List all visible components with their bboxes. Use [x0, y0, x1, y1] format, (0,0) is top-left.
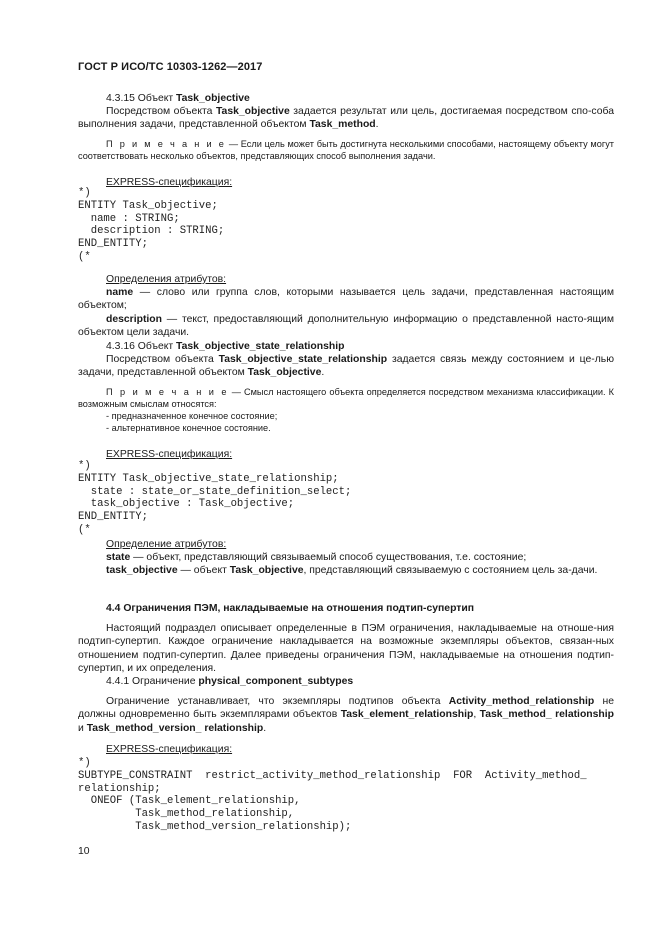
attribute-definitions: [78, 538, 614, 578]
paragraph: Ограничение устанавливает, что экземпляры подтипов объекта Activity_method_relationship не должны одновременно быть экземплярами объектов Task_element_relationship, Task_method_ relationship и Task_method_version_ relationship.: [78, 696, 614, 734]
express-label: EXPRESS-спецификация:: [106, 448, 233, 460]
heading-number: 4.3.15 Объект: [106, 93, 177, 104]
subsection-heading: 4.4.1 Ограничение physical_component_subtypes: [106, 676, 354, 688]
attr-state-def: state — объект, представляющий связываемый способ существования, т.е. состояние;: [106, 552, 527, 564]
attribute-definitions: [78, 273, 614, 339]
section-title: 4.4 Ограничения ПЭМ, накладываемые на отношения подтип-супертип: [106, 603, 475, 614]
document-header: ГОСТ Р ИСО/ТС 10303-1262—2017: [78, 61, 263, 73]
express-code: *) ENTITY Task_objective_state_relationship; state : state_or_state_definition_select; task_objective : Task_objective; END_ENTITY; (*: [78, 460, 352, 536]
note-item: - предназначенное конечное состояние;: [106, 410, 278, 421]
express-code: *) SUBTYPE_CONSTRAINT restrict_activity_method_relationship FOR Activity_method_ relationship; ONEOF (Task_element_relationship, Task_method_relationship, Task_method_version_relationship);: [78, 757, 587, 833]
note-text: — Если цель может быть достигнута несколькими способами, настоящему объекту могут соответствовать несколько объектов, представляющих способ выполнения задачи.: [78, 138, 614, 161]
section-4-4: [78, 602, 614, 756]
section-4-3-16: [78, 340, 614, 461]
section-4-3-15: [78, 92, 614, 189]
note: П р и м е ч а н и е — Смысл настоящего объекта определяется посредством механизма классификации. К возможным смыслам относятся:: [78, 386, 614, 409]
attr-task-objective-def: task_objective — объект Task_objective, представляющий связываемую с состоянием цель за-дачи.: [106, 565, 598, 577]
attr-name-def: name — слово или группа слов, которыми называется цель задачи, представленная настоящим объектом;: [78, 287, 614, 312]
attr-description-def: description — текст, предоставляющий дополнительную информацию о представленной насто-ящим объектом цели задачи.: [78, 313, 614, 338]
paragraph: Посредством объекта Task_objective_state_relationship задается связь между состоянием и це-лью задачи, представленной объектом Task_objective.: [78, 354, 614, 379]
section-heading: 4.3.16 Объект Task_objective_state_relationship: [106, 341, 345, 352]
paragraph: Посредством объекта Task_objective задается результат или цель, достигаемая посредством спо-соба выполнения задачи, представленной объектом Task_method.: [78, 106, 614, 131]
express-code: *) ENTITY Task_objective; name : STRING; description : STRING; END_ENTITY; (*: [78, 187, 225, 263]
attr-label: Определения атрибутов:: [106, 274, 227, 285]
section-heading: [78, 92, 614, 105]
attr-label: Определение атрибутов:: [106, 539, 227, 550]
express-label: EXPRESS-спецификация:: [106, 176, 233, 188]
page-number: 10: [78, 846, 90, 857]
heading-entity-name: Task_objective: [176, 93, 250, 104]
note: [78, 138, 614, 162]
note-label: П р и м е ч а н и е: [106, 138, 227, 149]
paragraph: Настоящий подраздел описывает определенные в ПЭМ ограничения, накладываемые на отноше-ния подтип-супертип. Каждое ограничение накладывается на возможные экземпляры объектов, связан-ных отношением подтип-супертип. Далее приведены ограничения ПЭМ, накладываемые на отношения подтип-супертип, и их определения.: [78, 623, 614, 674]
express-label: EXPRESS-спецификация:: [106, 743, 233, 755]
note-item: - альтернативное конечное состояние.: [106, 422, 271, 433]
